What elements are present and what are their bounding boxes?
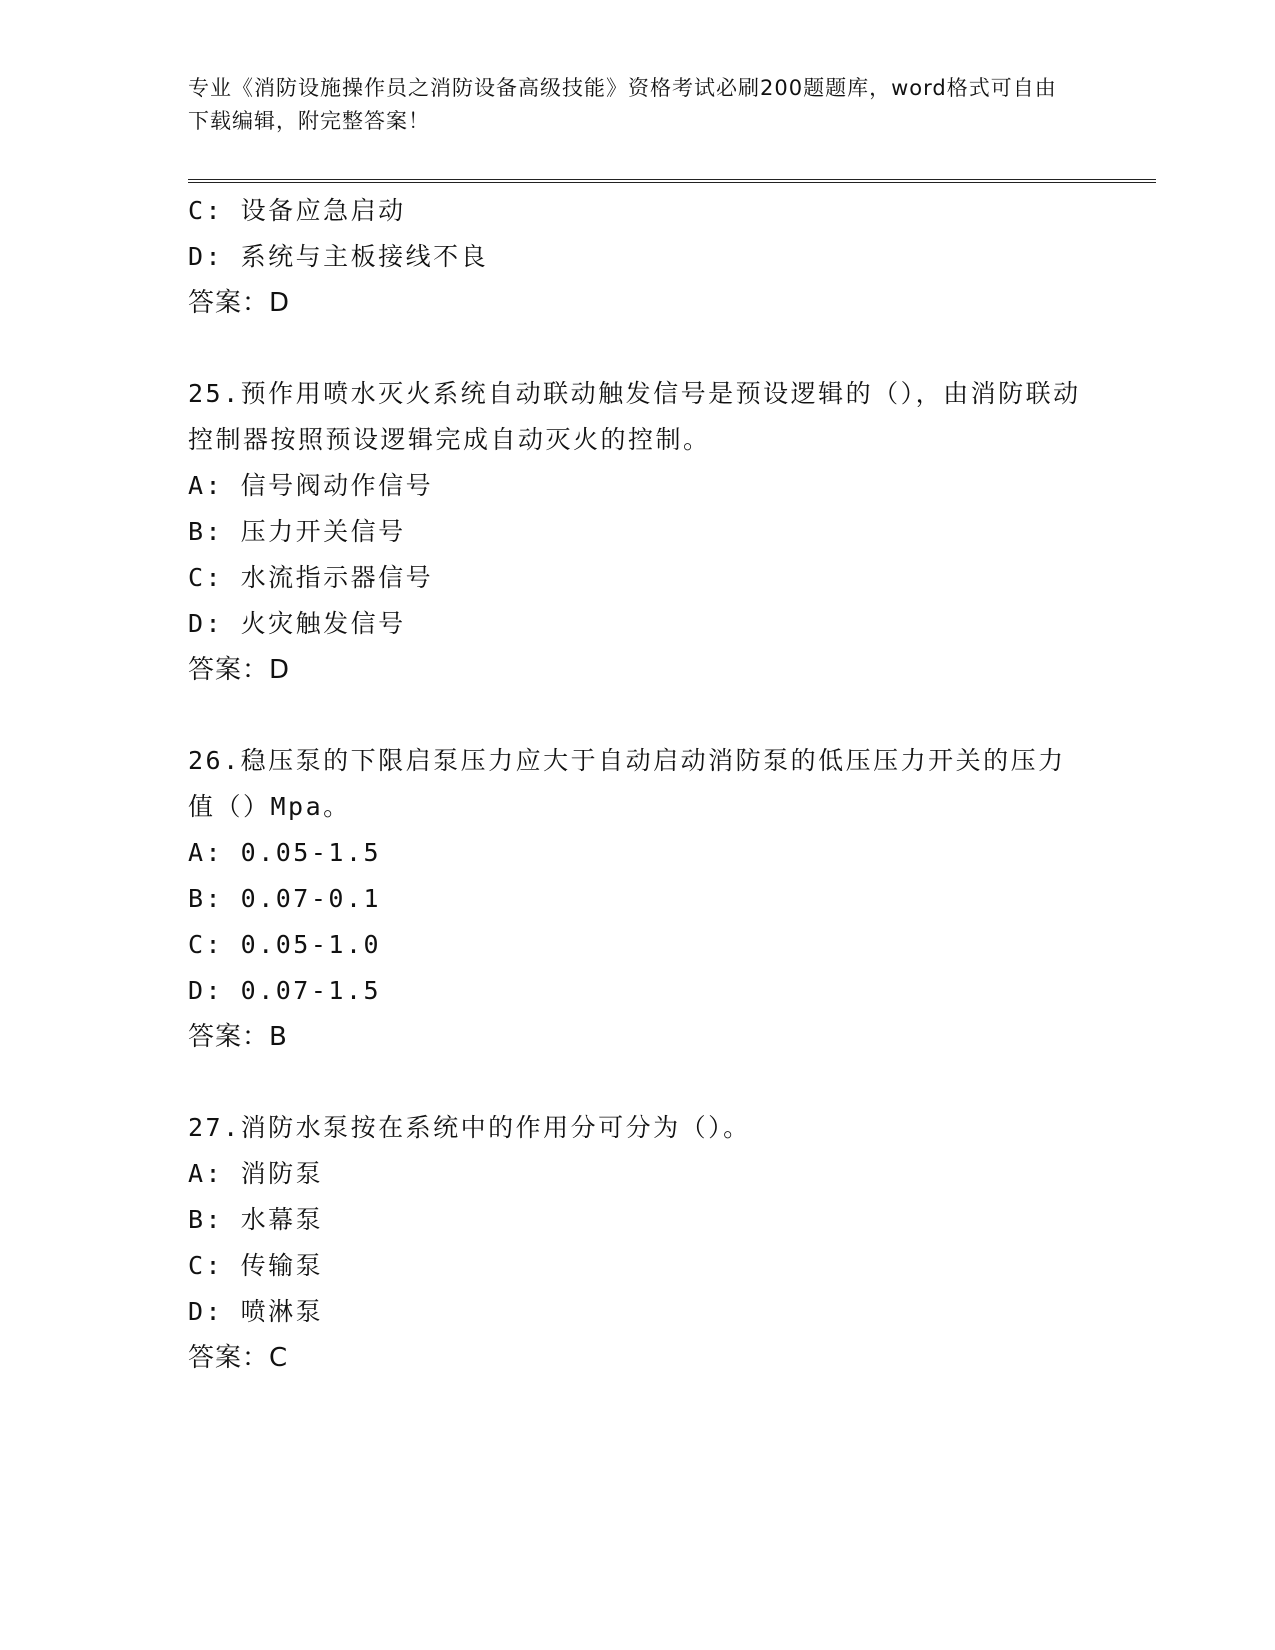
option-c: C: 传输泵 [188,1251,324,1280]
option-b: B: 0.07-0.1 [188,884,382,913]
answer: 答案：C [188,1343,289,1373]
option-b: B: 水幕泵 [188,1205,324,1234]
answer: 答案：D [188,655,291,685]
option-d: D: 喷淋泵 [188,1297,324,1326]
question-25 [188,371,1088,693]
option-d: D: 系统与主板接线不良 [188,242,489,271]
answer: 答案：B [188,1022,288,1052]
question-text: 27.消防水泵按在系统中的作用分可分为（）。 [188,1113,751,1142]
option-a: A: 消防泵 [188,1159,324,1188]
option-c: C: 0.05-1.0 [188,930,382,959]
option-d: D: 火灾触发信号 [188,609,406,638]
header-divider [188,179,1156,183]
option-a: A: 信号阀动作信号 [188,471,434,500]
option-c: C: 设备应急启动 [188,196,406,225]
answer: 答案：D [188,288,291,318]
carryover-block [188,188,1088,326]
question-text: 25.预作用喷水灭火系统自动联动触发信号是预设逻辑的（），由消防联动控制器按照预设逻辑完成自动灭火的控制。 [188,379,1081,454]
question-list [188,188,1088,1381]
question-text: 26.稳压泵的下限启泵压力应大于自动启动消防泵的低压压力开关的压力值（）Mpa。 [188,746,1066,821]
option-b: B: 压力开关信号 [188,517,406,546]
question-26 [188,738,1088,1060]
option-c: C: 水流指示器信号 [188,563,434,592]
option-a: A: 0.05-1.5 [188,838,382,867]
question-27 [188,1105,1088,1381]
document-header: 专业《消防设施操作员之消防设备高级技能》资格考试必刷200题题库，word格式可自由下载编辑，附完整答案！ [188,76,1057,133]
option-d: D: 0.07-1.5 [188,976,382,1005]
